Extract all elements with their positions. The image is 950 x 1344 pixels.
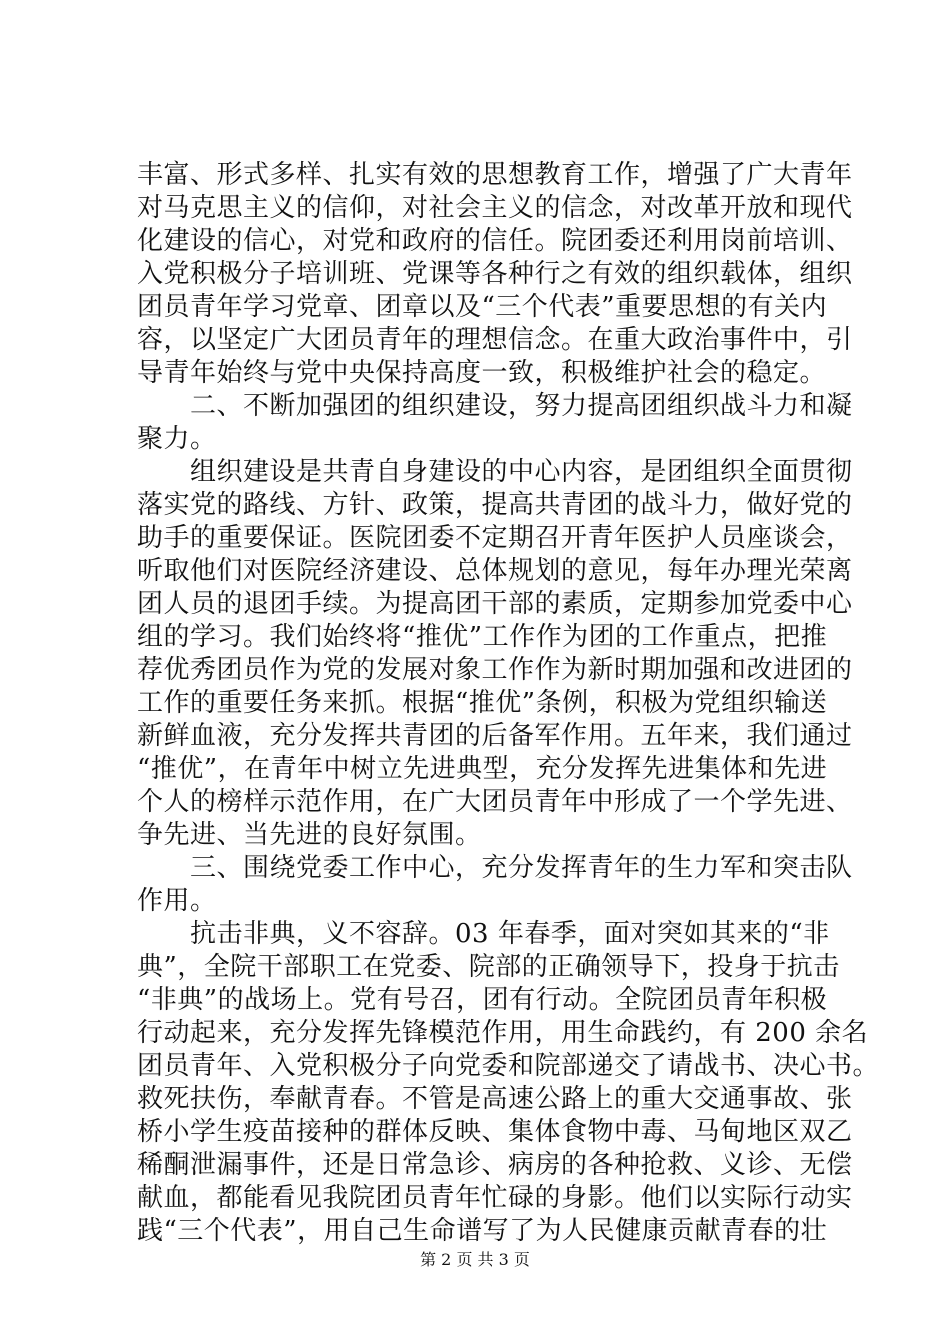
body-line: 荐优秀团员作为党的发展对象工作作为新时期加强和改进团的 <box>137 655 853 685</box>
body-line: 化建设的信心，对党和政府的信任。院团委还利用岗前培训、 <box>137 226 853 256</box>
section-heading-line: 二、不断加强团的组织建设，努力提高团组织战斗力和凝 <box>137 391 853 421</box>
body-line: 容，以坚定广大团员青年的理想信念。在重大政治事件中，引 <box>137 325 853 355</box>
page-footer <box>0 1250 950 1270</box>
body-line: 争先进、当先进的良好氛围。 <box>137 820 482 850</box>
body-line: 入党积极分子培训班、党课等各种行之有效的组织载体，组织 <box>137 259 853 289</box>
body-line: “非典”的战场上。党有号召，团有行动。全院团员青年积极 <box>137 985 828 1015</box>
body-line: 献血，都能看见我院团员青年忙碌的身影。他们以实际行动实 <box>137 1183 853 1213</box>
body-line: 落实党的路线、方针、政策，提高共青团的战斗力，做好党的 <box>137 490 853 520</box>
body-line: 稀酮泄漏事件，还是日常急诊、病房的各种抢救、义诊、无偿 <box>137 1150 853 1180</box>
body-line: “推优”，在青年中树立先进典型，充分发挥先进集体和先进 <box>137 754 828 784</box>
body-line: 团员青年学习党章、团章以及“三个代表”重要思想的有关内 <box>137 292 828 322</box>
body-line: 导青年始终与党中央保持高度一致，积极维护社会的稳定。 <box>137 358 827 388</box>
body-line: 组织建设是共青自身建设的中心内容，是团组织全面贯彻 <box>137 457 853 487</box>
section-heading-line: 三、围绕党委工作中心，充分发挥青年的生力军和突击队 <box>137 853 853 883</box>
body-line: 行动起来，充分发挥先锋模范作用，用生命践约，有 200 余名 <box>137 1018 869 1048</box>
body-line: 个人的榜样示范作用，在广大团员青年中形成了一个学先进、 <box>137 787 853 817</box>
body-line: 丰富、形式多样、扎实有效的思想教育工作，增强了广大青年 <box>137 160 853 190</box>
body-line: 新鲜血液，充分发挥共青团的后备军作用。五年来，我们通过 <box>137 721 853 751</box>
body-line: 听取他们对医院经济建设、总体规划的意见，每年办理光荣离 <box>137 556 853 586</box>
body-line: 践“三个代表”，用自己生命谱写了为人民健康贡献青春的壮 <box>137 1216 828 1246</box>
body-line: 典”，全院干部职工在党委、院部的正确领导下，投身于抗击 <box>137 952 840 982</box>
body-line: 团员青年、入党积极分子向党委和院部递交了请战书、决心书。 <box>137 1051 880 1081</box>
body-line: 组的学习。我们始终将“推优”工作作为团的工作重点，把推 <box>137 622 828 652</box>
body-line: 抗击非典，义不容辞。03 年春季，面对突如其来的“非 <box>137 919 830 949</box>
body-line: 救死扶伤，奉献青春。不管是高速公路上的重大交通事故、张 <box>137 1084 853 1114</box>
body-line: 工作的重要任务来抓。根据“推优”条例，积极为党组织输送 <box>137 688 828 718</box>
section-heading-line: 作用。 <box>137 886 217 916</box>
body-line: 团人员的退团手续。为提高团干部的素质，定期参加党委中心 <box>137 589 853 619</box>
page-number-label: 第 2 页 共 3 页 <box>420 1250 530 1269</box>
body-line: 桥小学生疫苗接种的群体反映、集体食物中毒、马甸地区双乙 <box>137 1117 853 1147</box>
body-line: 对马克思主义的信仰，对社会主义的信念，对改革开放和现代 <box>137 193 853 223</box>
body-line: 助手的重要保证。医院团委不定期召开青年医护人员座谈会， <box>137 523 853 553</box>
section-heading-line: 聚力。 <box>137 424 217 454</box>
